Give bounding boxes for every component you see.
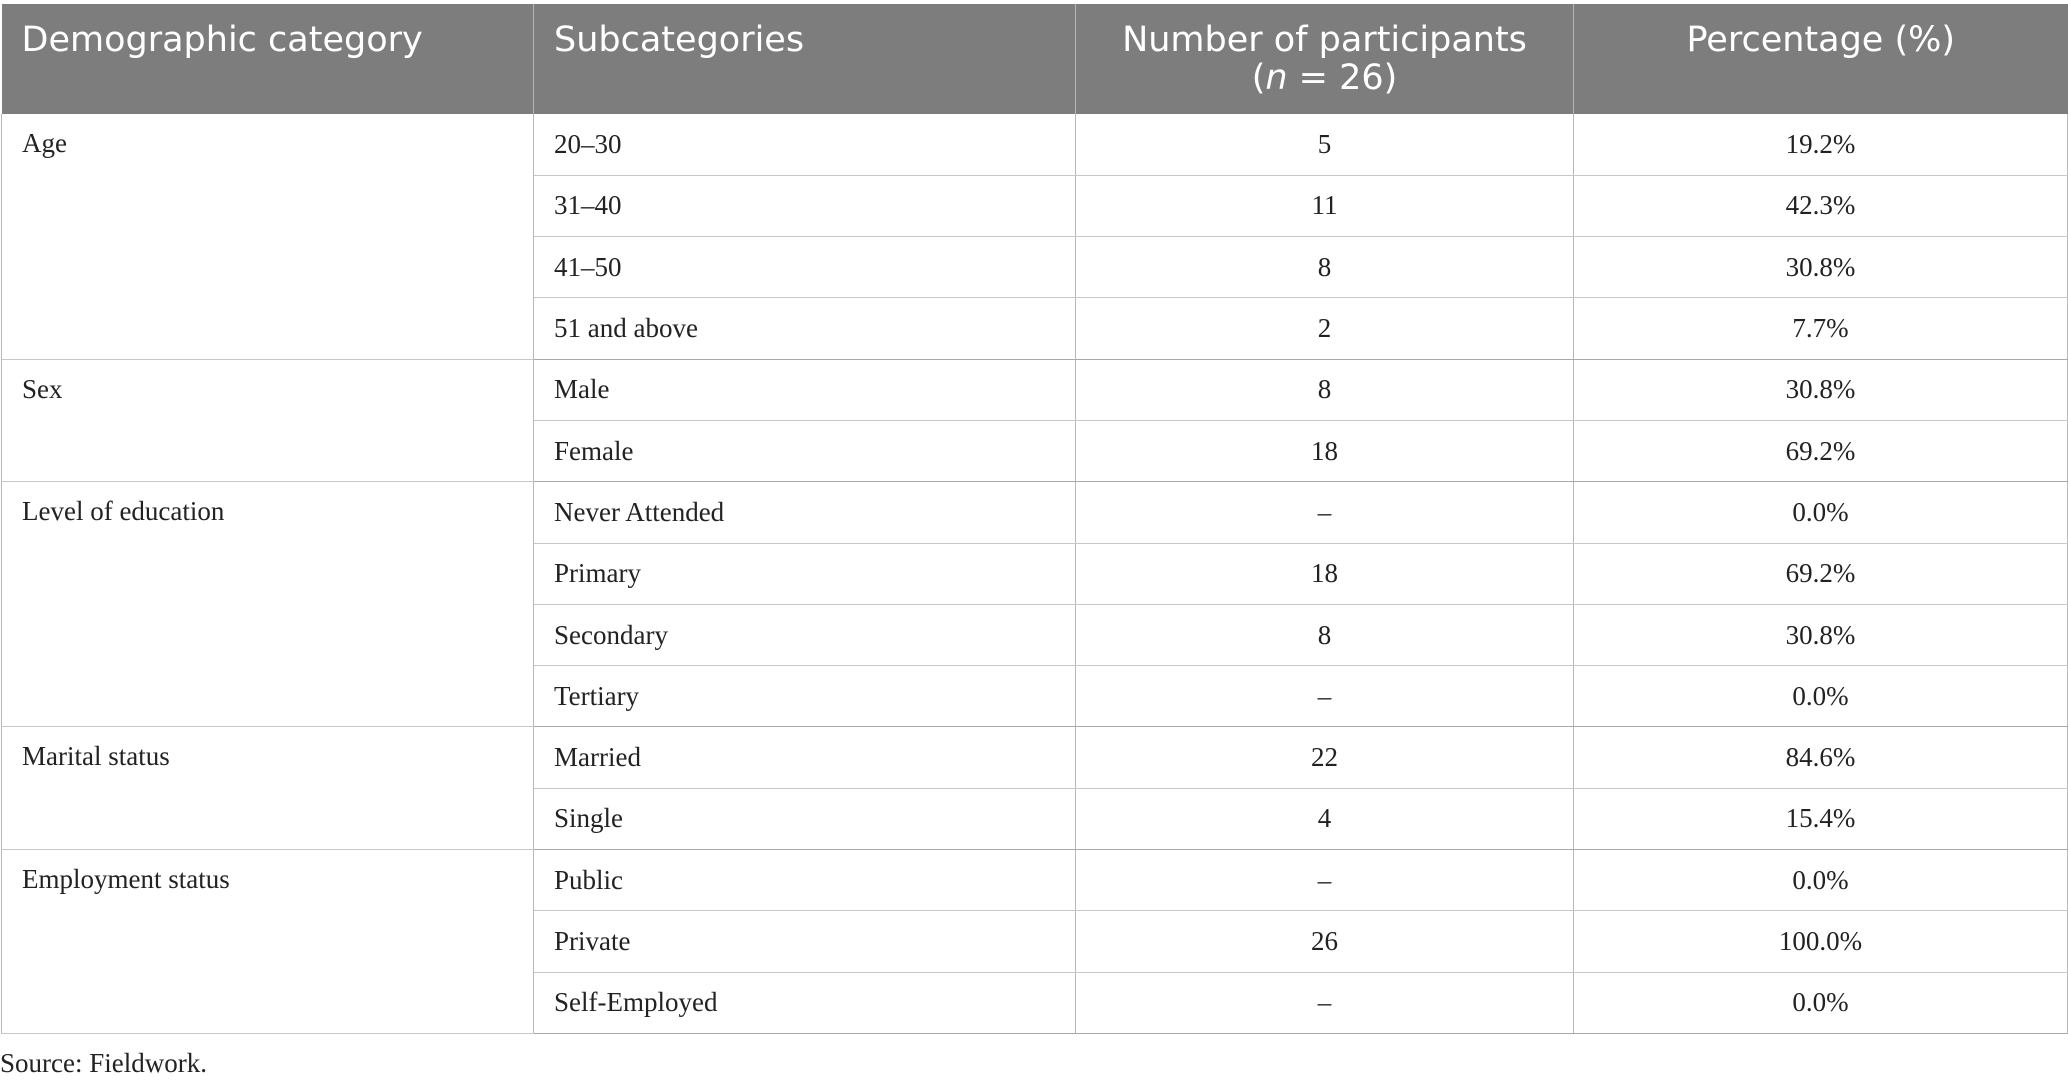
participants-count-cell: 4 bbox=[1076, 788, 1574, 849]
header-subcategories: Subcategories bbox=[534, 4, 1076, 114]
percentage-cell: 0.0% bbox=[1574, 850, 2068, 911]
category-cell: Level of education bbox=[2, 482, 534, 727]
percentage-cell: 69.2% bbox=[1574, 420, 2068, 481]
participants-count-cell: 26 bbox=[1076, 911, 1574, 972]
header-participants-line1: Number of participants bbox=[1122, 20, 1527, 60]
percentage-cell: 30.8% bbox=[1574, 604, 2068, 665]
subcategory-cell: Self-Employed bbox=[534, 972, 1076, 1033]
subcategory-cell: Tertiary bbox=[534, 666, 1076, 727]
table-body bbox=[2, 114, 2068, 1033]
percentage-cell: 15.4% bbox=[1574, 788, 2068, 849]
participants-count-cell: 18 bbox=[1076, 420, 1574, 481]
subcategory-cell: Never Attended bbox=[534, 482, 1076, 543]
table-header-row bbox=[2, 4, 2068, 114]
percentage-cell: 0.0% bbox=[1574, 666, 2068, 727]
subcategory-cell: 20–30 bbox=[534, 114, 1076, 175]
subcategory-cell: 31–40 bbox=[534, 175, 1076, 236]
header-percentage: Percentage (%) bbox=[1574, 4, 2068, 114]
percentage-cell: 100.0% bbox=[1574, 911, 2068, 972]
participants-count-cell: 18 bbox=[1076, 543, 1574, 604]
table-row bbox=[2, 727, 2068, 788]
table-row bbox=[2, 482, 2068, 543]
subcategory-cell: 51 and above bbox=[534, 298, 1076, 359]
table-row bbox=[2, 359, 2068, 420]
percentage-cell: 84.6% bbox=[1574, 727, 2068, 788]
table-row bbox=[2, 114, 2068, 175]
participants-count-cell: 8 bbox=[1076, 237, 1574, 298]
subcategory-cell: Private bbox=[534, 911, 1076, 972]
category-cell: Sex bbox=[2, 359, 534, 482]
participants-count-cell: – bbox=[1076, 850, 1574, 911]
participants-count-cell: 5 bbox=[1076, 114, 1574, 175]
table-row bbox=[2, 850, 2068, 911]
category-cell: Employment status bbox=[2, 850, 534, 1034]
percentage-cell: 42.3% bbox=[1574, 175, 2068, 236]
participants-count-cell: 11 bbox=[1076, 175, 1574, 236]
header-number-of-participants bbox=[1076, 4, 1574, 114]
subcategory-cell: Single bbox=[534, 788, 1076, 849]
percentage-cell: 19.2% bbox=[1574, 114, 2068, 175]
participants-count-cell: 8 bbox=[1076, 359, 1574, 420]
header-participants-rest: = 26) bbox=[1287, 58, 1398, 98]
subcategory-cell: Female bbox=[534, 420, 1076, 481]
header-participants-open: ( bbox=[1251, 58, 1266, 98]
participants-count-cell: 8 bbox=[1076, 604, 1574, 665]
header-participants-line2 bbox=[1076, 59, 1573, 97]
percentage-cell: 30.8% bbox=[1574, 359, 2068, 420]
participants-count-cell: 22 bbox=[1076, 727, 1574, 788]
header-demographic-category: Demographic category bbox=[2, 4, 534, 114]
participants-count-cell: – bbox=[1076, 666, 1574, 727]
subcategory-cell: 41–50 bbox=[534, 237, 1076, 298]
category-cell: Age bbox=[2, 114, 534, 359]
percentage-cell: 30.8% bbox=[1574, 237, 2068, 298]
category-cell: Marital status bbox=[2, 727, 534, 850]
percentage-cell: 69.2% bbox=[1574, 543, 2068, 604]
source-footnote: Source: Fieldwork. bbox=[0, 1048, 207, 1078]
demographics-table bbox=[1, 4, 2068, 1034]
percentage-cell: 7.7% bbox=[1574, 298, 2068, 359]
demographics-table-container bbox=[1, 4, 2067, 1034]
subcategory-cell: Public bbox=[534, 850, 1076, 911]
participants-count-cell: 2 bbox=[1076, 298, 1574, 359]
participants-count-cell: – bbox=[1076, 482, 1574, 543]
subcategory-cell: Male bbox=[534, 359, 1076, 420]
percentage-cell: 0.0% bbox=[1574, 482, 2068, 543]
subcategory-cell: Primary bbox=[534, 543, 1076, 604]
participants-count-cell: – bbox=[1076, 972, 1574, 1033]
subcategory-cell: Secondary bbox=[534, 604, 1076, 665]
percentage-cell: 0.0% bbox=[1574, 972, 2068, 1033]
header-participants-n: n bbox=[1265, 58, 1288, 98]
subcategory-cell: Married bbox=[534, 727, 1076, 788]
